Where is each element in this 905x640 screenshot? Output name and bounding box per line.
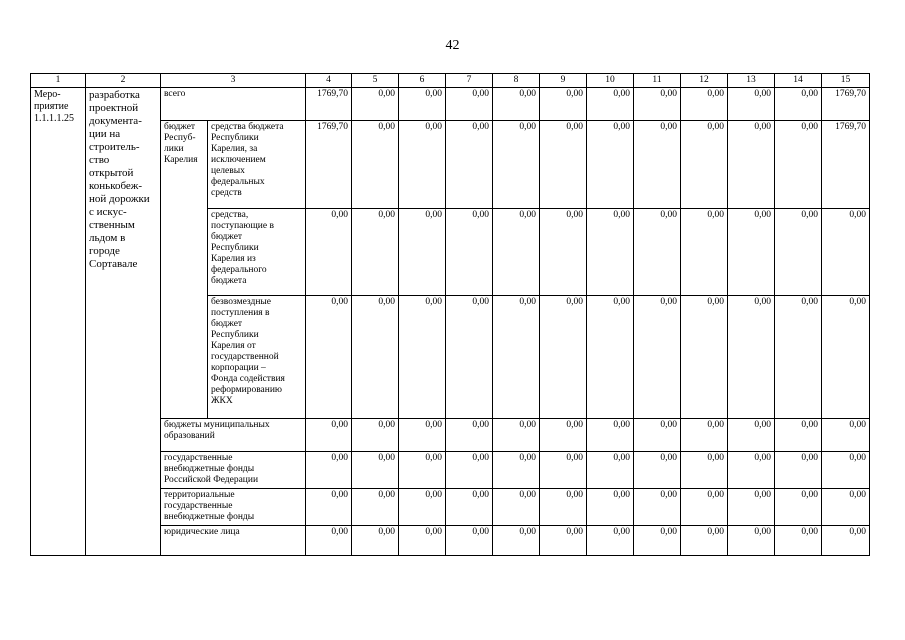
value-cell: 0,00 — [634, 296, 681, 419]
value-cell: 0,00 — [446, 419, 493, 452]
header-cell: 13 — [728, 74, 775, 88]
value-cell: 0,00 — [399, 121, 446, 209]
header-cell: 9 — [540, 74, 587, 88]
value-cell: 0,00 — [587, 296, 634, 419]
header-cell: 15 — [822, 74, 870, 88]
measure-code — [31, 88, 86, 556]
value-cell: 0,00 — [728, 452, 775, 489]
value-cell: 0,00 — [775, 419, 822, 452]
text-line: Сортавале — [89, 258, 138, 270]
header-cell: 6 — [399, 74, 446, 88]
text-line: государственные — [164, 453, 233, 463]
value-cell: 0,00 — [775, 296, 822, 419]
value-cell: 0,00 — [540, 489, 587, 526]
value-cell: 0,00 — [822, 489, 870, 526]
value-cell: 0,00 — [446, 88, 493, 121]
value-cell: 0,00 — [352, 489, 399, 526]
text-line: целевых — [211, 166, 245, 176]
value-cell: 0,00 — [446, 489, 493, 526]
header-cell: 2 — [86, 74, 161, 88]
value-cell: 0,00 — [681, 296, 728, 419]
value-cell: 0,00 — [775, 526, 822, 556]
value-cell: 0,00 — [822, 419, 870, 452]
text-line: внебюджетные фонды — [164, 464, 255, 474]
text-line: средств — [211, 188, 242, 198]
value-cell: 0,00 — [634, 121, 681, 209]
value-cell: 0,00 — [399, 489, 446, 526]
budget-table — [30, 73, 870, 556]
row-label: всего — [161, 88, 306, 121]
value-cell: 0,00 — [634, 88, 681, 121]
value-cell: 0,00 — [634, 419, 681, 452]
value-cell: 0,00 — [822, 209, 870, 296]
text-line: Фонда содействия — [211, 374, 285, 384]
value-cell: 0,00 — [681, 88, 728, 121]
header-cell: 12 — [681, 74, 728, 88]
row-label — [161, 452, 306, 489]
text-line: ной дорожки — [89, 193, 150, 205]
value-cell: 0,00 — [306, 209, 352, 296]
text-line: Российской Федерации — [164, 475, 259, 485]
value-cell: 0,00 — [822, 526, 870, 556]
text-line: приятие — [34, 101, 69, 112]
text-line: поступления в — [211, 308, 270, 318]
text-line: корпорации – — [211, 363, 266, 373]
value-cell: 0,00 — [540, 121, 587, 209]
text-line: бюджет — [211, 232, 243, 242]
header-cell: 1 — [31, 74, 86, 88]
value-cell: 0,00 — [399, 526, 446, 556]
row-label — [208, 209, 306, 296]
value-cell: 0,00 — [493, 419, 540, 452]
value-cell: 0,00 — [352, 296, 399, 419]
value-cell: 0,00 — [493, 209, 540, 296]
text-line: Карелия от — [211, 341, 256, 351]
text-line: проектной — [89, 102, 139, 114]
value-cell: 0,00 — [399, 452, 446, 489]
value-cell: 0,00 — [352, 209, 399, 296]
value-cell: 0,00 — [493, 296, 540, 419]
value-cell: 0,00 — [306, 452, 352, 489]
table-row — [31, 88, 870, 121]
text-line: документа- — [89, 115, 142, 127]
text-line: ЖКХ — [211, 396, 233, 406]
header-cell: 3 — [161, 74, 306, 88]
text-line: ство — [89, 154, 110, 166]
header-cell: 4 — [306, 74, 352, 88]
value-cell: 0,00 — [352, 121, 399, 209]
value-cell: 0,00 — [728, 209, 775, 296]
value-cell: 0,00 — [587, 121, 634, 209]
text-line: бюджеты муниципальных — [164, 420, 270, 430]
header-cell: 7 — [446, 74, 493, 88]
value-cell: 0,00 — [587, 88, 634, 121]
text-line: ственным — [89, 219, 135, 231]
text-line: образований — [164, 431, 215, 441]
text-line: безвозмездные — [211, 297, 272, 307]
value-cell: 0,00 — [681, 121, 728, 209]
text-line: внебюджетные фонды — [164, 512, 255, 522]
row-label — [161, 419, 306, 452]
value-cell: 0,00 — [775, 88, 822, 121]
value-cell: 0,00 — [587, 526, 634, 556]
text-line: федеральных — [211, 177, 265, 187]
text-line: Карелия — [164, 155, 198, 165]
value-cell: 0,00 — [728, 419, 775, 452]
value-cell: 0,00 — [540, 452, 587, 489]
text-line: городе — [89, 245, 120, 257]
value-cell: 0,00 — [446, 452, 493, 489]
value-cell: 0,00 — [540, 526, 587, 556]
value-cell: 0,00 — [446, 526, 493, 556]
value-cell: 0,00 — [399, 209, 446, 296]
value-cell: 0,00 — [306, 489, 352, 526]
text-line: реформированию — [211, 385, 283, 395]
value-cell: 0,00 — [681, 209, 728, 296]
value-cell: 0,00 — [587, 452, 634, 489]
row-label: юридические лица — [161, 526, 306, 556]
text-line: 1.1.1.1.25 — [34, 113, 74, 124]
text-line: Карелия, за — [211, 144, 258, 154]
text-line: Карелия из — [211, 254, 256, 264]
header-cell: 14 — [775, 74, 822, 88]
value-cell: 0,00 — [822, 296, 870, 419]
value-cell: 0,00 — [399, 88, 446, 121]
value-cell: 1769,70 — [822, 121, 870, 209]
value-cell: 0,00 — [587, 209, 634, 296]
text-line: бюджет — [211, 319, 243, 329]
value-cell: 0,00 — [634, 452, 681, 489]
header-cell: 8 — [493, 74, 540, 88]
value-cell: 0,00 — [540, 209, 587, 296]
text-line: конькобеж- — [89, 180, 143, 192]
value-cell: 0,00 — [306, 419, 352, 452]
value-cell: 0,00 — [634, 489, 681, 526]
header-cell: 5 — [352, 74, 399, 88]
text-line: с искус- — [89, 206, 127, 218]
text-line: бюджета — [211, 276, 247, 286]
text-line: государственной — [211, 352, 279, 362]
value-cell: 0,00 — [681, 489, 728, 526]
header-row — [31, 74, 870, 88]
value-cell: 0,00 — [540, 419, 587, 452]
value-cell: 0,00 — [587, 489, 634, 526]
value-cell: 0,00 — [399, 296, 446, 419]
text-line: Республики — [211, 243, 259, 253]
value-cell: 0,00 — [728, 526, 775, 556]
text-line: территориальные — [164, 490, 235, 500]
value-cell: 0,00 — [306, 526, 352, 556]
text-line: Республики — [211, 133, 259, 143]
row-label — [208, 296, 306, 419]
value-cell: 0,00 — [681, 452, 728, 489]
row-label — [161, 489, 306, 526]
budget-group-label — [161, 121, 208, 419]
value-cell: 0,00 — [493, 121, 540, 209]
value-cell: 0,00 — [775, 209, 822, 296]
value-cell: 0,00 — [493, 452, 540, 489]
value-cell: 0,00 — [775, 121, 822, 209]
header-cell: 11 — [634, 74, 681, 88]
value-cell: 0,00 — [446, 121, 493, 209]
value-cell: 1769,70 — [822, 88, 870, 121]
value-cell: 0,00 — [306, 296, 352, 419]
value-cell: 0,00 — [493, 88, 540, 121]
text-line: Республики — [211, 330, 259, 340]
value-cell: 1769,70 — [306, 121, 352, 209]
value-cell: 0,00 — [775, 452, 822, 489]
text-line: разработка — [89, 89, 140, 101]
text-line: бюджет — [164, 122, 196, 132]
value-cell: 0,00 — [728, 88, 775, 121]
value-cell: 0,00 — [352, 526, 399, 556]
value-cell: 0,00 — [681, 526, 728, 556]
text-line: Меро- — [34, 89, 61, 100]
row-label — [208, 121, 306, 209]
value-cell: 1769,70 — [306, 88, 352, 121]
text-line: Респуб- — [164, 133, 196, 143]
value-cell: 0,00 — [352, 452, 399, 489]
text-line: лики — [164, 144, 184, 154]
value-cell: 0,00 — [446, 296, 493, 419]
value-cell: 0,00 — [587, 419, 634, 452]
value-cell: 0,00 — [681, 419, 728, 452]
value-cell: 0,00 — [399, 419, 446, 452]
text-line: ции на — [89, 128, 121, 140]
page-number: 42 — [445, 38, 460, 53]
value-cell: 0,00 — [352, 419, 399, 452]
measure-name — [86, 88, 161, 556]
value-cell: 0,00 — [540, 296, 587, 419]
value-cell: 0,00 — [540, 88, 587, 121]
value-cell: 0,00 — [822, 452, 870, 489]
header-cell: 10 — [587, 74, 634, 88]
text-line: строитель- — [89, 141, 140, 153]
text-line: исключением — [211, 155, 266, 165]
text-line: средства, — [211, 210, 249, 220]
text-line: открытой — [89, 167, 134, 179]
value-cell: 0,00 — [493, 526, 540, 556]
value-cell: 0,00 — [493, 489, 540, 526]
text-line: государственные — [164, 501, 233, 511]
text-line: льдом в — [89, 232, 126, 244]
value-cell: 0,00 — [728, 489, 775, 526]
text-line: федерального — [211, 265, 267, 275]
value-cell: 0,00 — [446, 209, 493, 296]
value-cell: 0,00 — [728, 121, 775, 209]
text-line: средства бюджета — [211, 122, 284, 132]
value-cell: 0,00 — [352, 88, 399, 121]
value-cell: 0,00 — [634, 209, 681, 296]
value-cell: 0,00 — [634, 526, 681, 556]
text-line: поступающие в — [211, 221, 274, 231]
value-cell: 0,00 — [728, 296, 775, 419]
value-cell: 0,00 — [775, 489, 822, 526]
